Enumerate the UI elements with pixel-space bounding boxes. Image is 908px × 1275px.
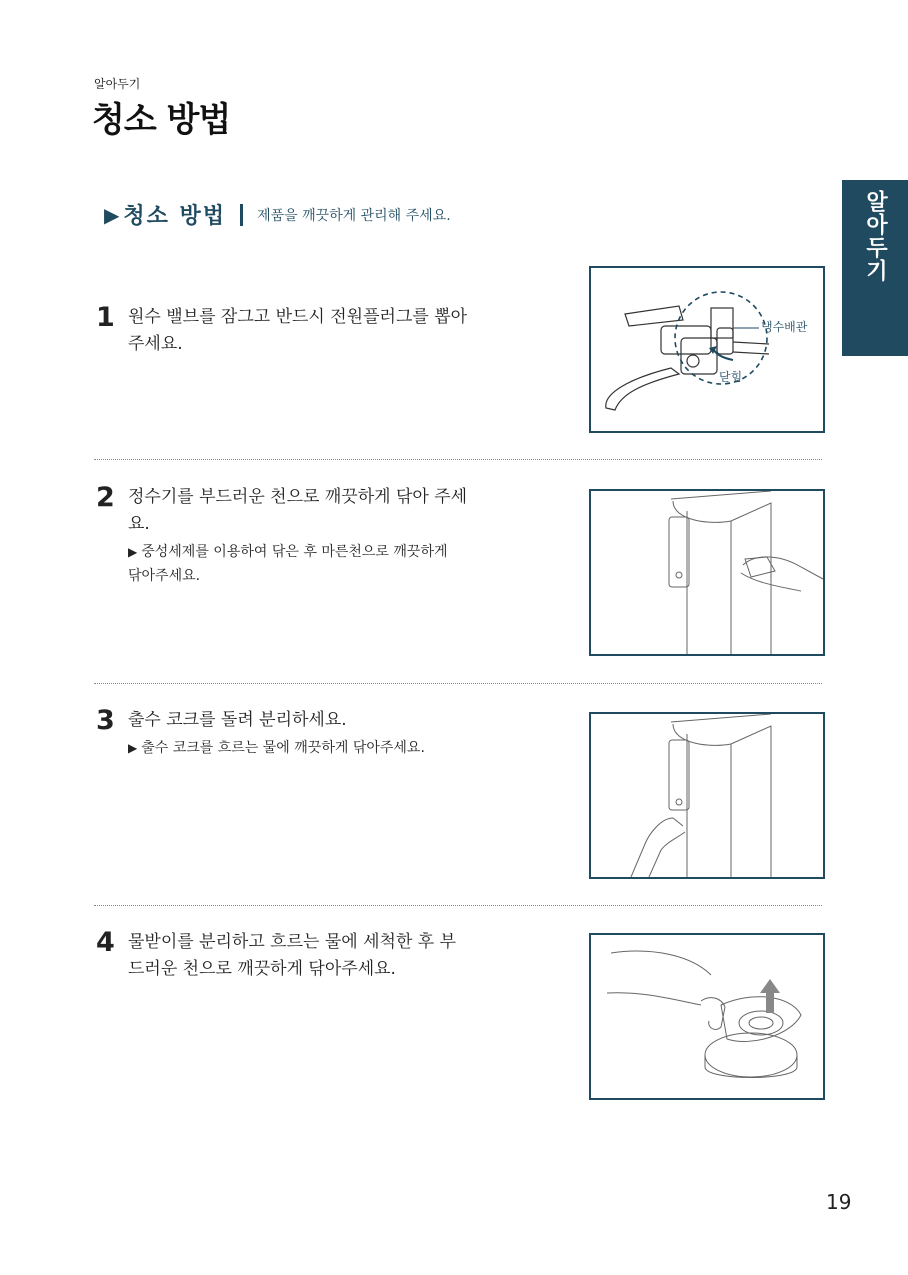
step-divider <box>94 459 822 460</box>
section-heading <box>104 199 451 230</box>
step-number: 2 <box>96 482 115 513</box>
drip-tray-illustration <box>591 935 823 1098</box>
wiping-purifier-illustration <box>591 491 823 654</box>
step-3-figure <box>589 712 825 879</box>
step-divider <box>94 683 822 684</box>
page-number: 19 <box>826 1190 852 1214</box>
step-text: 출수 코크를 돌려 분리하세요. <box>128 710 347 730</box>
section-description: 제품을 깨끗하게 관리해 주세요. <box>257 207 451 224</box>
step-2-figure <box>589 489 825 656</box>
faucet-valve-illustration <box>591 268 823 431</box>
step-bullet <box>128 540 458 588</box>
removing-nozzle-illustration <box>591 714 823 877</box>
side-tab <box>842 180 908 356</box>
bullet-arrow-icon: ▶ <box>128 545 138 559</box>
page-title: 청소 방법 <box>92 100 231 140</box>
step-4-figure <box>589 933 825 1100</box>
step-bullet <box>128 736 458 760</box>
step-number: 4 <box>96 927 115 958</box>
step-text: 원수 밸브를 잠그고 반드시 전원플러그를 뽑아주세요. <box>128 307 468 354</box>
step-1-figure <box>589 266 825 433</box>
side-tab-label: 알아두기 <box>862 190 888 282</box>
step-text: 정수기를 부드러운 천으로 깨끗하게 닦아 주세요. <box>128 487 468 534</box>
step-number: 3 <box>96 705 115 736</box>
step-divider <box>94 905 822 906</box>
pipe-label: 냉수배관 <box>761 320 808 334</box>
bullet-text: 출수 코크를 흐르는 물에 깨끗하게 닦아주세요. <box>141 740 425 756</box>
section-divider-bar <box>240 204 243 226</box>
step-text: 물받이를 분리하고 흐르는 물에 세척한 후 부드러운 천으로 깨끗하게 닦아주세요. <box>128 932 457 979</box>
page-supertitle: 알아두기 <box>94 77 141 91</box>
section-arrow-icon: ▶ <box>104 202 120 227</box>
step-number: 1 <box>96 302 115 333</box>
section-title: 청소 방법 <box>123 204 227 229</box>
bullet-arrow-icon: ▶ <box>128 741 138 755</box>
bullet-text: 중성세제를 이용하여 닦은 후 마른천으로 깨끗하게 닦아주세요. <box>128 544 448 584</box>
close-label: 닫힘 <box>719 370 743 384</box>
